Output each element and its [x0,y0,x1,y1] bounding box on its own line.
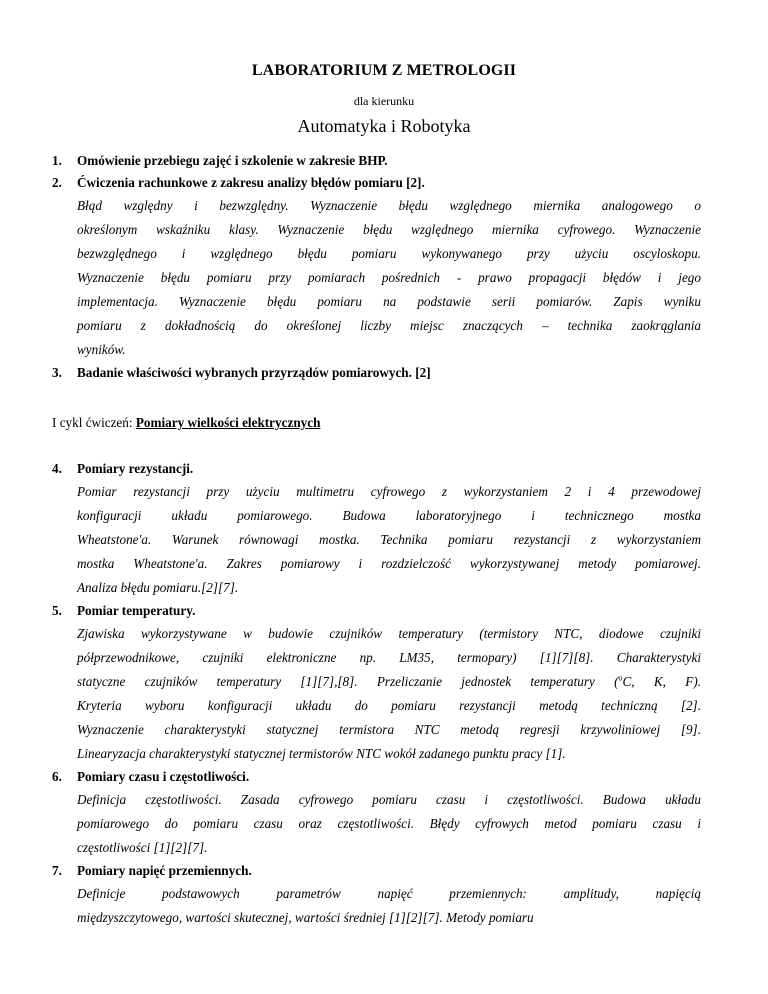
item-heading [52,172,702,194]
item-description [77,622,701,766]
cycle-label: I cykl ćwiczeń: [52,415,136,430]
description-line: pomiaru z dokładnością do określonej liczby miejsc znaczących – technika zaokrąglania [77,318,701,333]
major-name: Automatyka i Robotyka [297,116,471,136]
item-heading [52,362,702,384]
list-item [52,362,702,384]
description-line: implementacja. Wyznaczenie błędu pomiaru na podstawie serii pomiarów. Zapis wyniku [77,294,701,309]
item-title: Badanie właściwości wybranych przyrządów pomiarowych. [2] [77,365,431,380]
list-item [52,458,702,600]
description-line: określonym wskaźniku klasy. Wyznaczenie błędu względnego miernika cyfrowego. Wyznaczenie [77,222,701,237]
item-title: Pomiar temperatury. [77,603,196,618]
document-subtitle: dla kierunku [353,94,415,108]
item-description [77,194,701,362]
description-line: Linearyzacja charakterystyki statycznej termistorów NTC wokół zadanego punktu pracy [1]. [77,746,566,761]
document-title: LABORATORIUM Z METROLOGII [251,62,517,79]
item-title: Ćwiczenia rachunkowe z zakresu analizy błędów pomiaru [2]. [77,175,425,190]
description-line: Zjawiska wykorzystywane w budowie czujników temperatury (termistory NTC, diodowe czujniki [77,626,701,641]
description-line: Definicje podstawowych parametrów napięć przemiennych: amplitudy, napięcią [77,886,701,901]
description-line: Kryteria wyboru konfiguracji układu do pomiaru rezystancji metodą techniczną [2]. [77,698,701,713]
list-item [52,860,702,930]
description-line: Wyznaczenie charakterystyki statycznej termistora NTC metodą regresji krzywoliniowej [9]. [77,722,701,737]
item-title: Pomiary rezystancji. [77,461,194,476]
item-number: 4. [52,461,62,476]
list-item [52,150,702,172]
list-item [52,172,702,362]
description-line: Wyznaczenie błędu pomiaru przy pomiarach pośrednich - prawo propagacji błędów i jego [77,270,701,285]
topic-list-cycle-1 [52,458,702,930]
item-title: Pomiary napięć przemiennych. [77,863,252,878]
cycle-heading [52,412,320,434]
item-title: Pomiary czasu i częstotliwości. [77,769,250,784]
item-heading [52,150,702,172]
topic-list-intro [52,150,702,384]
description-line: Pomiar rezystancji przy użyciu multimetru cyfrowego z wykorzystaniem 2 i 4 przewodowej [77,484,701,499]
description-line: Wheatstone'a. Warunek równowagi mostka. Technika pomiaru rezystancji z wykorzystaniem [77,532,701,547]
description-line: półprzewodnikowe, czujniki elektroniczne np. LM35, termopary) [1][7][8]. Charakterystyki [77,650,701,665]
item-description [77,882,701,930]
item-number: 6. [52,769,62,784]
description-line: konfiguracji układu pomiarowego. Budowa laboratoryjnego i technicznego mostka [77,508,701,523]
cycle-name: Pomiary wielkości elektrycznych [135,415,321,430]
description-line: statyczne czujników temperatury [1][7],[8]. Przeliczanie jednostek temperatury ($^o$C, K, F). [77,673,702,689]
description-line: bezwzględnego i względnego błędu pomiaru wykonywanego przy użyciu oscyloskopu. [77,246,701,261]
item-heading [52,860,702,882]
description-line: Definicja częstotliwości. Zasada cyfrowego pomiaru czasu i częstotliwości. Budowa układu [77,792,701,807]
description-line: Analiza błędu pomiaru.[2][7]. [77,580,239,595]
description-line: pomiarowego do pomiaru czasu oraz częstotliwości. Błędy cyfrowych metod pomiaru czasu i [77,816,701,831]
item-number: 1. [52,153,62,168]
item-number: 7. [52,863,62,878]
item-heading [52,458,702,480]
list-item [52,766,702,860]
item-heading [52,766,702,788]
item-heading [52,600,702,622]
item-title: Omówienie przebiegu zajęć i szkolenie w zakresie BHP. [77,153,388,168]
description-line: Błąd względny i bezwzględny. Wyznaczenie błędu względnego miernika analogowego o [77,198,701,213]
item-number: 5. [52,603,62,618]
description-line: wyników. [77,342,126,357]
description-line: międzyszczytowego, wartości skutecznej, wartości średniej [1][2][7]. Metody pomiaru [77,910,534,925]
list-item [52,600,702,766]
item-description [77,480,701,600]
item-number: 2. [52,175,62,190]
description-line: częstotliwości [1][2][7]. [77,840,208,855]
description-line: mostka Wheatstone'a. Zakres pomiarowy i rozdzielczość wykorzystywanej metody pomiarowej. [77,556,701,571]
item-number: 3. [52,365,62,380]
item-description [77,788,701,860]
